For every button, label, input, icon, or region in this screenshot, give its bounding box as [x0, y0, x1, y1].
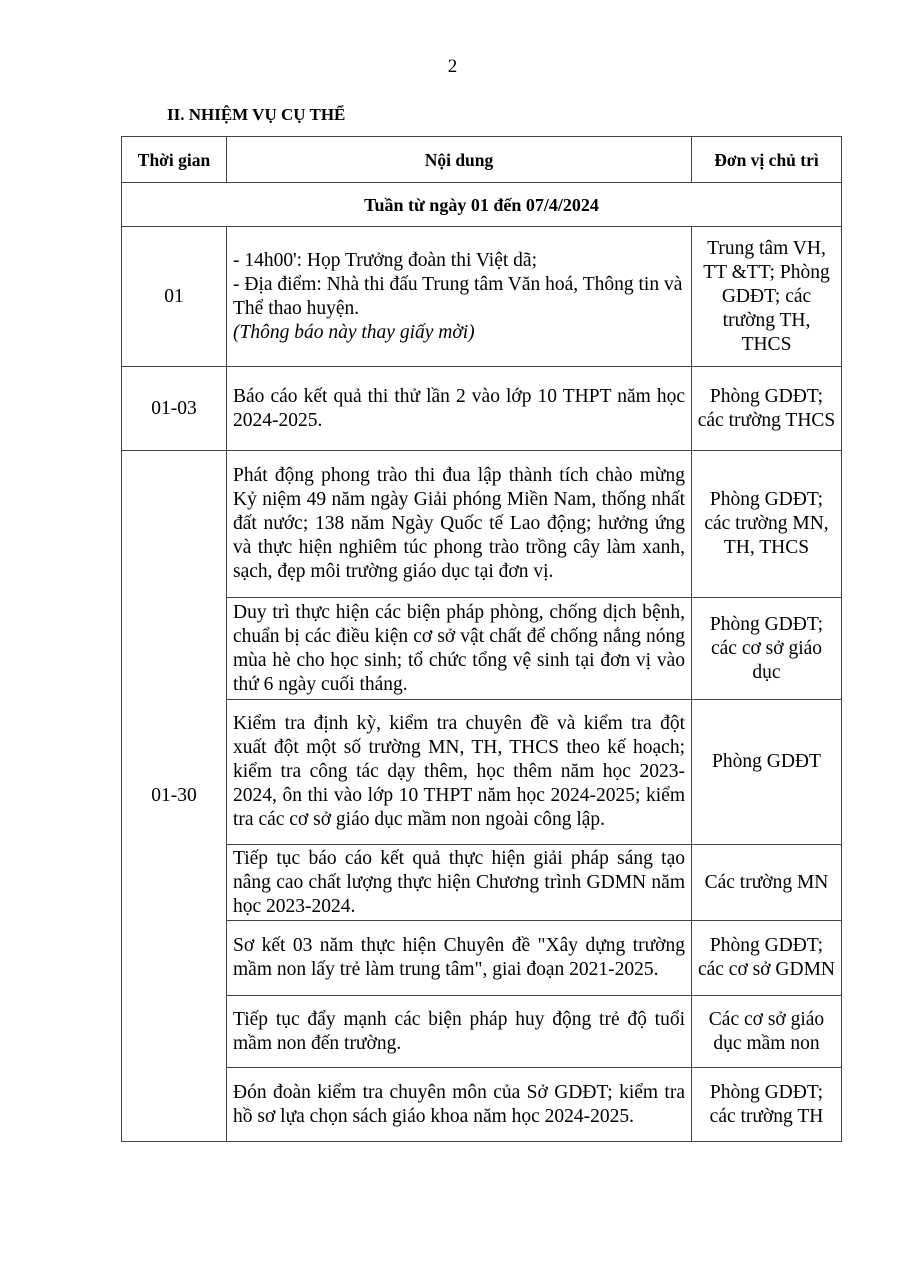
unit-cell: Trung tâm VH, TT &TT; Phòng GDĐT; các trường TH, THCS	[692, 227, 842, 367]
time-cell: 01-03	[122, 367, 227, 451]
unit-cell: Phòng GDĐT; các cơ sở giáo dục	[692, 598, 842, 700]
content-cell: Sơ kết 03 năm thực hiện Chuyên đề "Xây dựng trường mầm non lấy trẻ làm trung tâm", giai đoạn 2021-2025.	[227, 921, 692, 996]
unit-cell: Phòng GDĐT; các trường TH	[692, 1068, 842, 1142]
content-cell: Tiếp tục đẩy mạnh các biện pháp huy động trẻ độ tuổi mầm non đến trường.	[227, 996, 692, 1068]
content-line: - Địa điểm: Nhà thi đấu Trung tâm Văn hoá, Thông tin và Thể thao huyện.	[233, 273, 683, 319]
table-row	[122, 700, 842, 845]
table-row	[122, 996, 842, 1068]
table-row	[122, 367, 842, 451]
table-header-row	[122, 137, 842, 183]
table-row	[122, 845, 842, 921]
header-time: Thời gian	[122, 137, 227, 183]
content-line: - 14h00': Họp Trưởng đoàn thi Việt dã;	[233, 249, 537, 271]
header-content: Nội dung	[227, 137, 692, 183]
content-cell: Duy trì thực hiện các biện pháp phòng, chống dịch bệnh, chuẩn bị các điều kiện cơ sở vật chất để chống nắng nóng mùa hè cho học sinh; tổ chức tổng vệ sinh tại đơn vị vào thứ 6 ngày cuối tháng.	[227, 598, 692, 700]
task-table	[121, 136, 842, 1142]
content-cell: Tiếp tục báo cáo kết quả thực hiện giải pháp sáng tạo nâng cao chất lượng thực hiện Chương trình GDMN năm học 2023-2024.	[227, 845, 692, 921]
table-row	[122, 921, 842, 996]
time-cell: 01	[122, 227, 227, 367]
unit-cell: Phòng GDĐT; các trường MN, TH, THCS	[692, 451, 842, 598]
table-row	[122, 227, 842, 367]
content-cell: Phát động phong trào thi đua lập thành tích chào mừng Kỷ niệm 49 năm ngày Giải phóng Miền Nam, thống nhất đất nước; 138 năm Ngày Quốc tế Lao động; hưởng ứng và thực hiện nghiêm túc phong trào trồng cây làm xanh, sạch, đẹp môi trường giáo dục tại đơn vị.	[227, 451, 692, 598]
time-cell: 01-30	[122, 451, 227, 1142]
week-row	[122, 183, 842, 227]
content-note: (Thông báo này thay giấy mời)	[233, 321, 475, 343]
content-cell: Đón đoàn kiểm tra chuyên môn của Sở GDĐT; kiểm tra hồ sơ lựa chọn sách giáo khoa năm học 2024-2025.	[227, 1068, 692, 1142]
table-row	[122, 598, 842, 700]
unit-cell: Các cơ sở giáo dục mầm non	[692, 996, 842, 1068]
unit-cell: Phòng GDĐT; các trường THCS	[692, 367, 842, 451]
content-cell: Kiểm tra định kỳ, kiểm tra chuyên đề và kiểm tra đột xuất đột một số trường MN, TH, THCS theo kế hoạch; kiểm tra công tác dạy thêm, học thêm năm học 2023-2024, ôn thi vào lớp 10 THPT năm học 2024-2025; kiểm tra các cơ sở giáo dục mầm non ngoài công lập.	[227, 700, 692, 845]
content-cell: Báo cáo kết quả thi thử lần 2 vào lớp 10 THPT năm học 2024-2025.	[227, 367, 692, 451]
section-title: II. NHIỆM VỤ CỤ THỂ	[167, 105, 346, 124]
week-label: Tuần từ ngày 01 đến 07/4/2024	[122, 183, 842, 227]
header-unit: Đơn vị chủ trì	[692, 137, 842, 183]
page-number: 2	[447, 56, 458, 77]
unit-cell: Các trường MN	[692, 845, 842, 921]
table-row	[122, 1068, 842, 1142]
content-cell	[227, 227, 692, 367]
unit-cell: Phòng GDĐT	[692, 700, 842, 845]
unit-cell: Phòng GDĐT; các cơ sở GDMN	[692, 921, 842, 996]
table-row	[122, 451, 842, 598]
